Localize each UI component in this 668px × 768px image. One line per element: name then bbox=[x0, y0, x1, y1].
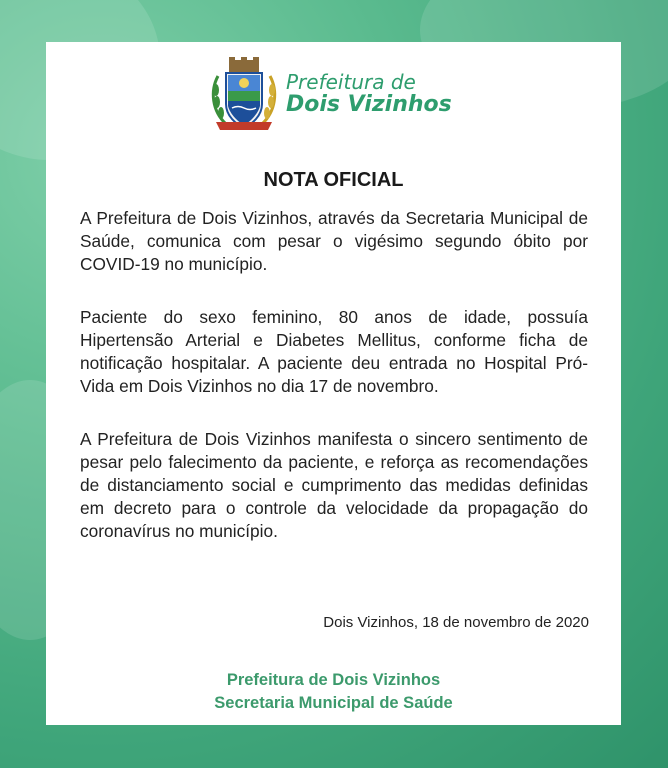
municipality-logo bbox=[208, 56, 468, 132]
signature-block bbox=[46, 669, 621, 715]
municipal-crest-icon bbox=[208, 56, 280, 132]
date-line: Dois Vizinhos, 18 de novembro de 2020 bbox=[323, 614, 589, 631]
paragraph-2: Paciente do sexo feminino, 80 anos de idade, possuía Hipertensão Arterial e Diabetes Mellitus, conforme ficha de notificação hospitalar. A paciente deu entrada no Hospital Pró-Vida em Dois Vizinhos no dia 17 de novembro. bbox=[80, 307, 588, 396]
paragraph-1: A Prefeitura de Dois Vizinhos, através da Secretaria Municipal de Saúde, comunica com pesar o vigésimo segundo óbito por COVID-19 no município. bbox=[80, 208, 588, 274]
logo-wordmark bbox=[286, 72, 452, 116]
page-title: NOTA OFICIAL bbox=[263, 169, 404, 191]
signature-line-1: Prefeitura de Dois Vizinhos bbox=[226, 671, 441, 689]
paragraph-3: A Prefeitura de Dois Vizinhos manifesta o sincero sentimento de pesar pelo falecimento da paciente, e reforça as recomendações de distanciamento social e cumprimento das medidas definidas em decreto para o controle da velocidade da propagação do coronavírus no município. bbox=[80, 429, 588, 541]
logo-line-2: Dois Vizinhos bbox=[286, 92, 452, 117]
signature-line-2: Secretaria Municipal de Saúde bbox=[214, 694, 453, 712]
logo-line-1: Prefeitura de bbox=[286, 70, 416, 94]
notice-card bbox=[46, 42, 621, 725]
